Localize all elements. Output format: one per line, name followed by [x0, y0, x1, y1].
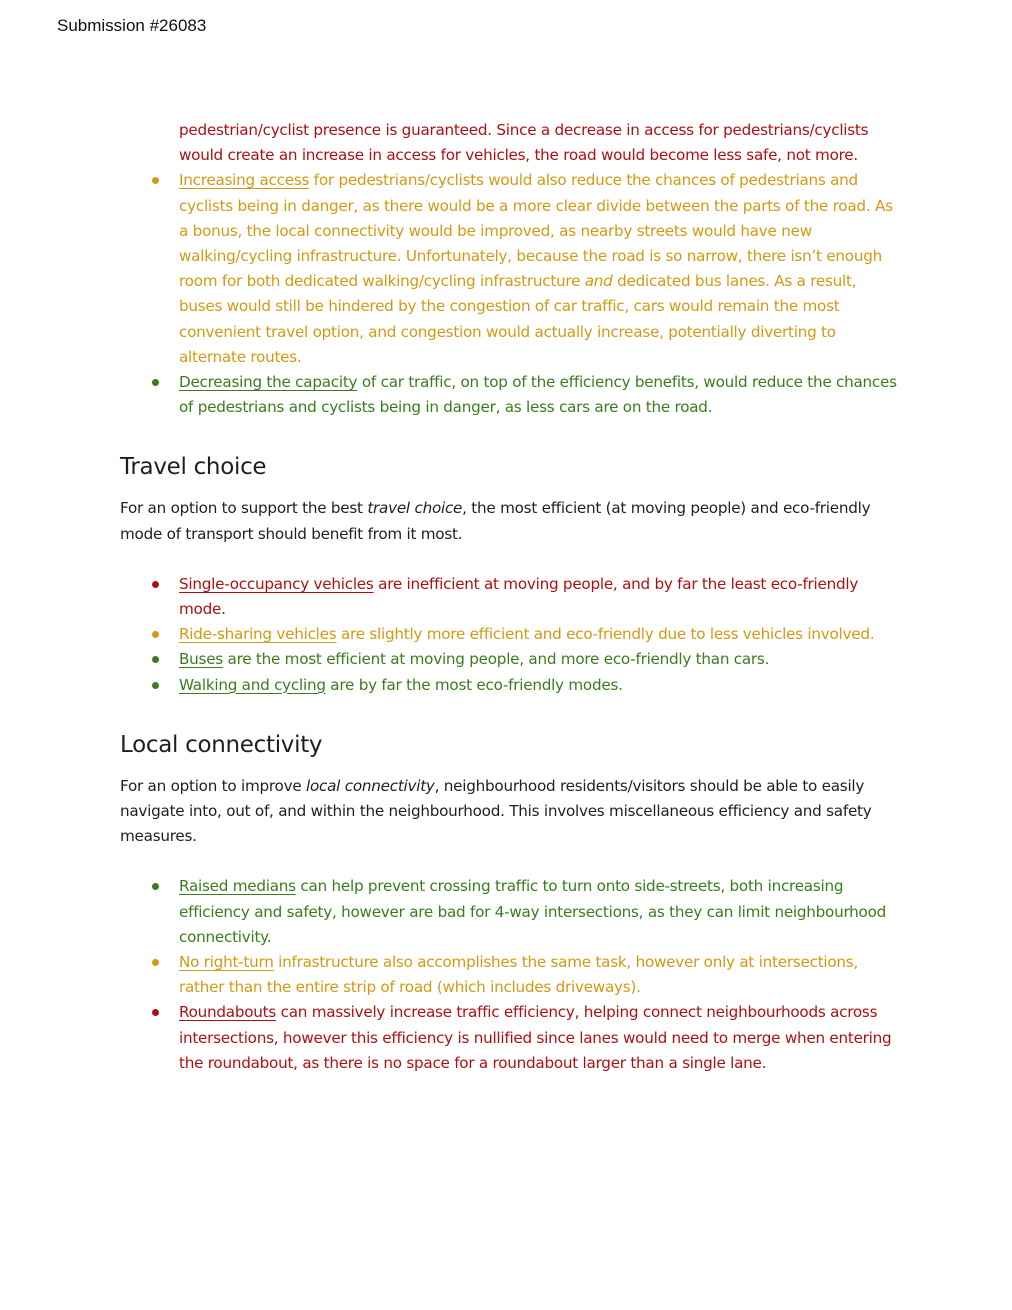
list-item-no-right-turn — [120, 950, 900, 1000]
increasing-access-text-b: dedicated bus lanes. As a result, buses would still be hindered by the congestion of car traffic, cars would remain the most convenient travel option, and congestion would actually increase, potentially diverting to alternate routes. — [179, 272, 857, 366]
travel-choice-intro-emphasis: travel choice — [367, 499, 463, 518]
bullet-icon — [152, 177, 159, 184]
increasing-access-text-a: for pedestrians/cyclists would also reduce the chances of pedestrians and cyclists being in danger, as there would be a more clear divide between the parts of the road. As a bonus, the local connectivity would be improved, as nearby streets would have new walking/cycling infrastructure. Unfortunately, because the road is so narrow, there isn’t enough room for both dedicated walking/cycling infrastructure — [179, 171, 893, 291]
local-connectivity-list — [120, 874, 900, 1076]
single-occupancy-text: are inefficient at moving people, and by far the least eco-friendly mode. — [179, 574, 859, 619]
local-connectivity-intro — [120, 774, 900, 850]
list-item-raised-medians — [120, 874, 900, 950]
travel-choice-intro-a: For an option to support the best — [120, 499, 368, 518]
local-connectivity-intro-b: , neighbourhood residents/visitors should be able to easily navigate into, out of, and within the neighbourhood. This involves miscellaneous efficiency and safety measures. — [120, 776, 872, 846]
ride-sharing-text: are slightly more efficient and eco-friendly due to less vehicles involved. — [336, 625, 875, 644]
local-connectivity-intro-a: For an option to improve — [120, 776, 307, 795]
submission-header: Submission #26083 — [57, 16, 207, 35]
local-connectivity-intro-emphasis: local connectivity — [306, 776, 435, 795]
safety-continued-text: pedestrian/cyclist presence is guaranteed. Since a decrease in access for pedestrians/cyclists would create an increase in access for vehicles, the road would become less safe, not more. — [179, 121, 869, 165]
increasing-access-emphasis: and — [584, 272, 613, 291]
bullet-icon — [152, 682, 159, 689]
list-item-single-occupancy — [120, 572, 900, 622]
local-connectivity-heading: Local connectivity — [120, 731, 323, 758]
raised-medians-text: can help prevent crossing traffic to turn onto side-streets, both increasing efficiency and safety, however are bad for 4-way intersections, as they can limit neighbourhood connectivity. — [179, 877, 887, 946]
list-item-roundabouts — [120, 1000, 900, 1076]
bullet-icon — [152, 1009, 159, 1016]
bullet-icon — [152, 631, 159, 638]
increasing-access-link[interactable]: Increasing access — [179, 171, 310, 190]
roundabouts-link[interactable]: Roundabouts — [179, 1003, 277, 1022]
bullet-icon — [152, 656, 159, 663]
list-item-walking-cycling — [120, 673, 900, 698]
safety-list — [120, 168, 900, 420]
buses-text: are the most efficient at moving people, and more eco-friendly than cars. — [222, 650, 770, 669]
list-item-increasing-access — [120, 168, 900, 370]
travel-choice-intro-b: , the most efficient (at moving people) and eco-friendly mode of transport should benefit from it most. — [120, 499, 871, 543]
raised-medians-link[interactable]: Raised medians — [179, 877, 296, 896]
buses-link[interactable]: Buses — [179, 650, 223, 669]
travel-choice-heading: Travel choice — [120, 454, 267, 481]
roundabouts-text: can massively increase traffic efficiency, helping connect neighbourhoods across intersections, however this efficiency is nullified since lanes would need to merge when entering the roundabout, as there is no space for a roundabout larger than a single lane. — [179, 1003, 892, 1072]
bullet-icon — [152, 959, 159, 966]
list-item-ride-sharing — [120, 622, 900, 647]
document-body — [120, 118, 900, 1076]
no-right-turn-link[interactable]: No right-turn — [179, 953, 274, 972]
bullet-icon — [152, 581, 159, 588]
travel-choice-list — [120, 572, 900, 698]
list-item-buses — [120, 647, 900, 672]
bullet-icon — [152, 883, 159, 890]
no-right-turn-text: infrastructure also accomplishes the same task, however only at intersections, rather than the entire strip of road (which includes driveways). — [179, 953, 859, 997]
decreasing-capacity-link[interactable]: Decreasing the capacity — [179, 373, 358, 392]
travel-choice-intro — [120, 496, 900, 546]
decreasing-capacity-text: of car traffic, on top of the efficiency benefits, would reduce the chances of pedestrians and cyclists being in danger, as less cars are on the road. — [179, 373, 897, 417]
list-item-decreasing-capacity — [120, 370, 900, 420]
single-occupancy-link[interactable]: Single-occupancy vehicles — [179, 574, 374, 593]
walking-cycling-text: are by far the most eco-friendly modes. — [325, 675, 623, 694]
walking-cycling-link[interactable]: Walking and cycling — [179, 675, 326, 694]
ride-sharing-link[interactable]: Ride-sharing vehicles — [179, 625, 337, 644]
bullet-icon — [152, 379, 159, 386]
